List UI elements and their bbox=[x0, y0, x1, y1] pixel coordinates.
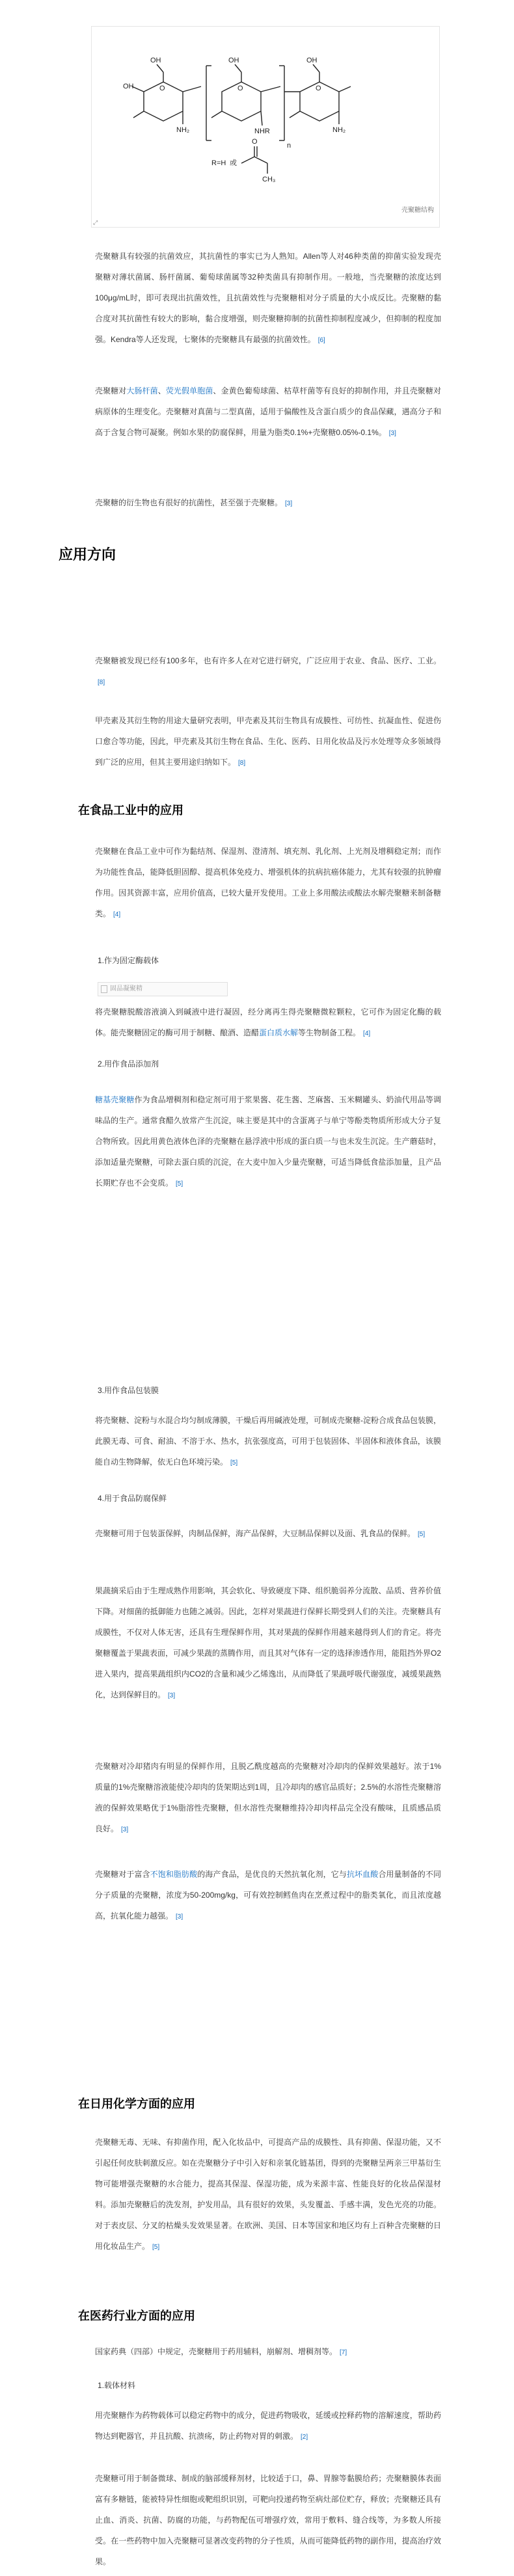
nhr-label: NHR bbox=[254, 127, 270, 135]
medical-sub1-paragraph-2: 壳聚糖可用于制备微球、制成的脑部缓释剂材，比较适于口，鼻、胃腺等黏膜给药；壳聚糖膜体表面富有多糖链，能被特异性细胞或靶组织识别，可靶向投递药物至病灶部位贮存，释放；壳聚糖还具有止血、消炎、抗菌、防腐的功能，与药物配伍可增强疗效，常用于敷料、缝合线等，为多数人所接受。在一些药物中加入壳聚糖可显著改变药物的分子性质，从而可能降低药物的副作用，提高治疗效果。 bbox=[95, 2474, 441, 2566]
daily-paragraph-1: 壳聚糖无毒、无味、有抑菌作用，配入化妆品中，可提高产品的成膜性、具有抑菌、保湿功能，又不引起任何皮肤刺激反应。如在壳聚糖分子中引入好和亲氧化链基团，得到的壳聚糖呈两亲三甲基衍生物可能增强壳聚糖的水合能力，提高其保湿、保湿功能，成为来源丰富、性能良好的化妆品保湿材料。添加壳聚糖后的洗发剂，护发用品，具有很好的效果，头发覆盖、手感丰满，发色光亮的功能。对于表皮层、分叉的枯燥头发效果显著。在欧洲、美国、日本等国家和地区均有上百种含壳聚糖的日用化妆品生产。 [5] bbox=[95, 2138, 441, 2251]
ch3-label: CH₃ bbox=[262, 176, 276, 183]
expand-icon[interactable]: ⤢ bbox=[93, 219, 98, 226]
o-label-1: O bbox=[159, 85, 165, 92]
reference-link[interactable]: [2] bbox=[301, 2434, 308, 2441]
acetyl-o-label: O bbox=[252, 138, 258, 146]
chitosan-structure-diagram bbox=[92, 27, 440, 222]
reference-link[interactable]: [3] bbox=[388, 430, 396, 437]
reference-link[interactable]: [7] bbox=[340, 2349, 347, 2356]
application-paragraph-1: 壳聚糖被发现已经有100多年，也有许多人在对它进行研究，广泛应用于农业、食品、医疗、工业。[8] bbox=[95, 656, 441, 686]
reference-link[interactable]: [3] bbox=[168, 1692, 176, 1699]
reference-link[interactable]: [3] bbox=[121, 1826, 129, 1833]
image-placeholder[interactable]: 固品凝聚精 bbox=[98, 982, 228, 996]
oh-label-2: OH bbox=[123, 83, 134, 90]
n-label: n bbox=[287, 142, 291, 150]
section-title-food: 在食品工业中的应用 bbox=[78, 804, 183, 817]
reference-link[interactable]: [6] bbox=[318, 337, 325, 344]
reference-link[interactable]: [8] bbox=[98, 679, 105, 686]
pseudomonas-link[interactable]: 荧光假单胞菌 bbox=[165, 386, 213, 395]
application-paragraph-2: 甲壳素及其衍生物的用途大量研究表明，甲壳素及其衍生物具有成膜性、可纺性、抗凝血性、促进伤口愈合等功能，因此，甲壳素及其衍生物在食品、生化、医药、日用化妆品及污水处理等众多领域得到广泛的应用，但其主要用途归纳如下。 [8] bbox=[95, 716, 441, 767]
section-title-medical: 在医药行业方面的应用 bbox=[78, 2309, 195, 2322]
medical-sub1-paragraph-1: 用壳聚糖作为药物载体可以稳定药物中的成分，促进药物吸收，延缓或控释药物的溶解速度，帮助药物达到靶器官，并且抗酸、抗溃疡，防止药物对胃的刺激。 [2] bbox=[95, 2411, 441, 2441]
nh2-label-2: NH₂ bbox=[332, 126, 346, 134]
image-icon bbox=[101, 985, 107, 993]
food-sub1-paragraph: 将壳聚糖脱酸溶液滴入到碱液中进行凝固，经分离再生得壳聚糖微粒颗粒，它可作为固定化酶的载体。能壳聚糖固定的酶可用于制糖、酿酒、造醋蛋白质水解等生物制备工程。 [4] bbox=[95, 1007, 441, 1037]
reference-link[interactable]: [8] bbox=[238, 760, 246, 767]
chitosan-structure-figure[interactable] bbox=[91, 26, 440, 228]
food-subtitle-1: 1.作为固定酶载体 bbox=[98, 956, 159, 965]
unsaturated-fatty-acid-link[interactable]: 不饱和脂肪酸 bbox=[150, 1870, 198, 1879]
intro-paragraph-2: 壳聚糖对大肠杆菌、荧光假单胞菌、金黄色葡萄球菌、枯草杆菌等有良好的抑制作用，并且壳聚糖对病原体的生理变化。壳聚糖对真菌与二型真菌，适用于偏酸性及含蛋白质少的食品保藏，遇高分子和高于含复合物可凝聚。例如水果的防腐保鲜，用量为脂类0.1%+壳聚糖0.05%-0.1%。 [3] bbox=[95, 386, 441, 437]
reference-link[interactable]: [5] bbox=[230, 1459, 238, 1467]
oh-label-1: OH bbox=[150, 57, 161, 64]
medical-paragraph-1: 国家药典（四部）中规定，壳聚糖用于药用辅料，崩解剂、增稠剂等。 [7] bbox=[95, 2347, 347, 2356]
reference-link[interactable]: [3] bbox=[285, 500, 293, 507]
reference-link[interactable]: [5] bbox=[176, 1180, 183, 1188]
food-subtitle-4: 4.用于食品防腐保鲜 bbox=[98, 1494, 167, 1503]
oh-label-4: OH bbox=[306, 57, 318, 64]
food-sub4-paragraph-3: 壳聚糖对冷却猪肉有明显的保鲜作用，且脱乙酰度越高的壳聚糖对冷却肉的保鲜效果越好。浓于1%质量的1%壳聚糖溶液能使冷却肉的货架期达到1周，且冷却肉的感官品质好；2.5%的水溶性壳聚糖溶液的保鲜效果略优于1%脂溶性壳聚糖，但水溶性壳聚糖维持冷却肉样品完全没有酸味，且质感品质良好。 [3] bbox=[95, 1762, 441, 1833]
or-label: 或 bbox=[230, 159, 237, 167]
e-coli-link[interactable]: 大肠杆菌 bbox=[126, 386, 158, 395]
intro-paragraph-3: 壳聚糖的衍生物也有很好的抗菌性，甚至强于壳聚糖。 [3] bbox=[95, 498, 293, 507]
food-sub4-paragraph-1: 壳聚糖可用于包装蛋保鲜，肉制品保鲜，海产品保鲜，大豆制品保鲜以及面、乳食品的保鲜。 [5] bbox=[95, 1529, 426, 1538]
food-paragraph-1: 壳聚糖在食品工业中可作为黏结剂、保湿剂、澄清剂、填充剂、乳化剂、上光剂及增稠稳定剂；而作为功能性食品，能降低胆固醇、提高机体免疫力、增强机体的抗病抗癌体能力，尤其有较强的抗肿瘤作用。因其资源丰富，应用价值高，已较大量开发使用。工业上多用酸法或酸法水解壳聚糖来制备糖类。 [4] bbox=[95, 847, 441, 918]
figure-caption: 壳聚糖结构 bbox=[401, 207, 434, 214]
oh-label-3: OH bbox=[228, 57, 239, 64]
medical-subtitle-1: 1.载体材料 bbox=[98, 2381, 136, 2390]
food-subtitle-2: 2.用作食品添加剂 bbox=[98, 1059, 159, 1069]
food-subtitle-3: 3.用作食品包装膜 bbox=[98, 1386, 159, 1395]
section-title-application: 应用方向 bbox=[59, 546, 116, 563]
ascorbic-acid-link[interactable]: 抗坏血酸 bbox=[346, 1870, 379, 1879]
reference-link[interactable]: [4] bbox=[113, 911, 121, 918]
food-sub2-paragraph: 糖基壳聚糖作为食品增稠剂和稳定剂可用于浆果酱、花生酱、芝麻酱、玉米糊罐头、奶油代用品等调味品的生产。通常食醋久放常产生沉淀，味主要是其中的含蛋离子与单宁等酚类物质所形成大分子复合物所致。因此用黄色液体色泽的壳聚糖在悬浮液中形成的蛋白质一与也未发生沉淀。生产蘑菇时，添加适量壳聚糖，可除去蛋白质的沉淀，在大麦中加入少量壳聚糖，可适当降低食盐添加量，且产品长期贮存也不会变质。 [5] bbox=[95, 1095, 441, 1188]
o-label-3: O bbox=[316, 85, 321, 92]
nh2-label-1: NH₂ bbox=[176, 126, 190, 134]
reference-link[interactable]: [3] bbox=[176, 1913, 183, 1920]
o-label-2: O bbox=[237, 85, 243, 92]
reference-link[interactable]: [4] bbox=[363, 1030, 371, 1037]
protein-hydrolysis-link[interactable]: 蛋白质水解 bbox=[259, 1028, 299, 1037]
food-sub4-paragraph-4: 壳聚糖对于富含不饱和脂肪酸的海产食品，是优良的天然抗氧化剂，它与抗坏血酸合用量制备的不同分子质量的壳聚糖，浓度为50-200mg/kg，可有效控制鳕鱼肉在烹煮过程中的脂类氧化，而且浓度越高，抗氧化能力越强。 [3] bbox=[95, 1870, 441, 1920]
section-title-daily-chemical: 在日用化学方面的应用 bbox=[78, 2097, 195, 2110]
reference-link[interactable]: [5] bbox=[152, 2244, 160, 2251]
reference-link[interactable]: [5] bbox=[418, 1531, 426, 1538]
food-sub3-paragraph: 将壳聚糖、淀粉与水混合均匀制成薄膜，干燥后再用碱液处理，可制成壳聚糖-淀粉合成食品包装膜，此膜无毒、可食、耐油、不溶于水、热水，抗张强度高，可用于包装固体、半固体和液体食品，该膜能自动生物降解，依无白色环境污染。 [5] bbox=[95, 1416, 442, 1467]
carboxymethyl-chitosan-link[interactable]: 糖基壳聚糖 bbox=[95, 1095, 135, 1104]
food-sub4-paragraph-2: 果蔬摘采后由于生理成熟作用影响，其会软化、导致硬度下降、组织脆弱养分流散、品质、营养价值下降。对细菌的抵御能力也随之减弱。因此，怎样对果蔬进行保鲜长期受到人们的关注。壳聚糖具有成膜性，不仅对人体无害，还具有生理保鲜作用，其对果蔬的保鲜作用越来越得到人们的肯定。将壳聚糖覆盖于果蔬表面，可减少果蔬的蒸腾作用，而且其对气体有一定的选择渗透作用，能阻挡外界O2进入果内，提高果蔬组织内CO2的含量和减少乙烯逸出，从而降低了果蔬呼吸代谢强度，减缓果蔬熟化，达到保鲜目的。 [3] bbox=[95, 1586, 442, 1699]
intro-paragraph-1: 壳聚糖具有较强的抗菌效应，其抗菌性的事实已为人熟知。Allen等人对46种类菌的抑菌实验发现壳聚糖对薄状菌属、肠杆菌属、葡萄球菌属等32种类菌具有抑制作用。一般地，当壳聚糖的浓度达到100μg/mL时，即可表现出抗菌效性，且抗菌效性与壳聚糖相对分子质量的大小成反比。壳聚糖的黏合度对其抗菌性有较大的影响，黏合度增强，则壳聚糖抑制的抗菌性抑制程度减少，但抑制的程度加强。Kendra等人还发现，七聚体的壳聚糖具有最强的抗菌效性。 [6] bbox=[95, 252, 441, 344]
r-label: R=H bbox=[211, 159, 226, 167]
